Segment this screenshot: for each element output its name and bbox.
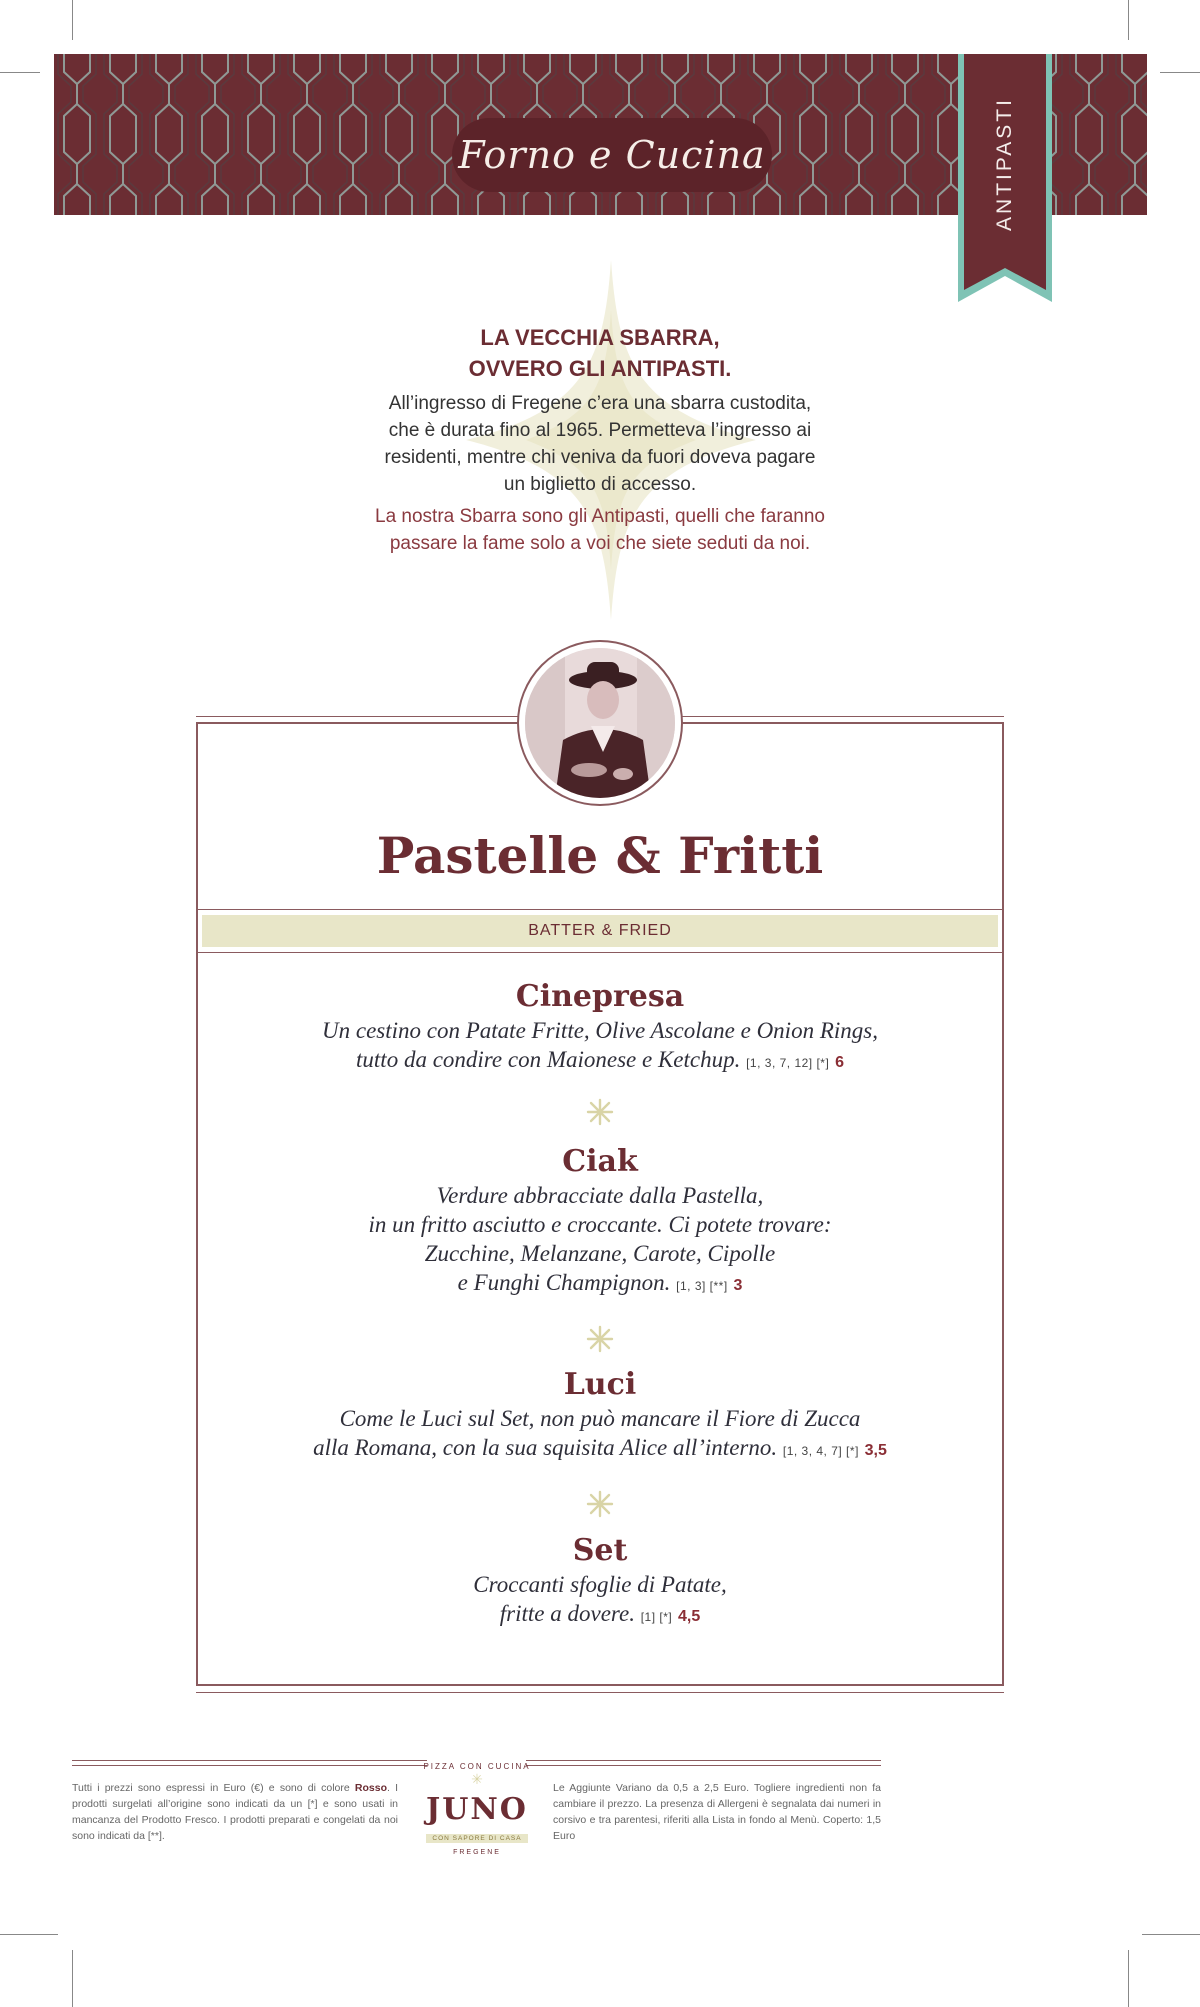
crop-mark (0, 1934, 58, 1935)
item-price: 4,5 (677, 1608, 701, 1625)
section-subtitle-bar (202, 915, 998, 947)
footer-left-rule (72, 1765, 427, 1766)
separator-star-icon (586, 1490, 614, 1518)
item-allergens: [1, 3] [**] (676, 1279, 728, 1293)
item-name: Ciak (562, 1144, 638, 1179)
footer-right-rule (526, 1765, 881, 1766)
subtitle-divider (196, 952, 1004, 953)
crop-mark (1142, 1934, 1200, 1935)
menu-item-ciak (196, 1143, 1004, 1301)
intro-title: LA VECCHIA SBARRA, OVVERO GLI ANTIPASTI. (468, 325, 732, 381)
item-description: Verdure abbracciate dalla Pastella, in un fritto asciutto e croccante. Ci potete trovare: Zucchine, Melanzane, Carote, Cipolle e Funghi Champignon. [1, 3] [**] 3 (368, 1183, 832, 1295)
menu-item-luci (196, 1366, 1004, 1466)
logo-name: JUNO (426, 1792, 528, 1827)
item-description: Un cestino con Patate Fritte, Olive Ascolane e Onion Rings, tutto da condire con Maionese e Ketchup. [1, 3, 7, 12] [*] 6 (322, 1018, 878, 1072)
logo-top-text: PIZZA CON CUCINA (423, 1762, 531, 1771)
frame-bottom-rule (196, 1692, 1004, 1693)
portrait-image (517, 640, 683, 806)
footer-left-rule (72, 1760, 427, 1761)
menu-item-cinepresa (196, 978, 1004, 1078)
logo-star-icon: ✳ (471, 1771, 483, 1787)
item-name: Cinepresa (515, 979, 685, 1014)
footer-additions-note: Le Aggiunte Variano da 0,5 a 2,5 Euro. Togliere ingredienti non fa cambiare il prezzo. La presenza di Allergeni è segnalata dai numeri in corsivo e tra parentesi, riferiti alla Lista in fondo al Menù. Coperto: 1,5 Euro (553, 1782, 881, 1842)
logo-tagline: CON SAPORE DI CASA (426, 1834, 527, 1843)
crop-mark (1160, 72, 1200, 73)
logo-bottom-text: FREGENE (453, 1849, 501, 1856)
item-allergens: [1] [*] (640, 1610, 673, 1624)
separator-star-icon (586, 1098, 614, 1126)
title-divider (196, 909, 1004, 910)
chef-portrait-icon (525, 648, 675, 798)
section-title: Pastelle & Fritti (376, 826, 824, 885)
crop-mark (72, 1950, 73, 2007)
juno-logo (418, 1756, 536, 1866)
crop-mark (72, 0, 73, 40)
item-price: 6 (835, 1054, 844, 1071)
item-allergens: [1, 3, 7, 12] [*] (746, 1056, 830, 1070)
script-title-pill (452, 118, 772, 192)
crop-mark (1128, 0, 1129, 40)
crop-mark (0, 72, 40, 73)
ribbon-label: ANTIPASTI (993, 97, 1016, 231)
item-description: Croccanti sfoglie di Patate, fritte a dovere. [1] [*] 4,5 (473, 1572, 727, 1626)
crop-mark (1128, 1950, 1129, 2007)
item-description: Come le Luci sul Set, non può mancare il Fiore di Zucca alla Romana, con la sua squisita Alice all’interno. [1, 3, 4, 7] [*] 3,5 (313, 1406, 887, 1460)
item-name: Luci (563, 1367, 637, 1402)
item-price: 3 (733, 1277, 743, 1294)
menu-item-set (196, 1532, 1004, 1632)
script-title: Forno e Cucina (458, 133, 766, 177)
footer-right-rule (526, 1760, 881, 1761)
item-allergens: [1, 3, 4, 7] [*] (782, 1444, 859, 1458)
separator-star-icon (586, 1325, 614, 1353)
item-price: 3,5 (864, 1442, 887, 1459)
section-subtitle: BATTER & FRIED (528, 922, 672, 939)
intro-note: La nostra Sbarra sono gli Antipasti, quelli che faranno passare la fame solo a voi che siete seduti da noi. (375, 506, 825, 554)
footer-price-note: Tutti i prezzi sono espressi in Euro (€) e sono di colore Rosso. I prodotti surgelati all’origine sono indicati da un [*] e sono usati in mancanza del Prodotto Fresco. I prodotti preparati e congelati da noi sono indicati da [**]. (72, 1782, 398, 1842)
item-name: Set (572, 1533, 628, 1568)
intro-body: All’ingresso di Fregene c’era una sbarra custodita, che è durata fino al 1965. Permetteva l’ingresso ai residenti, mentre chi veniva da fuori doveva pagare un biglietto di accesso. (384, 393, 816, 495)
